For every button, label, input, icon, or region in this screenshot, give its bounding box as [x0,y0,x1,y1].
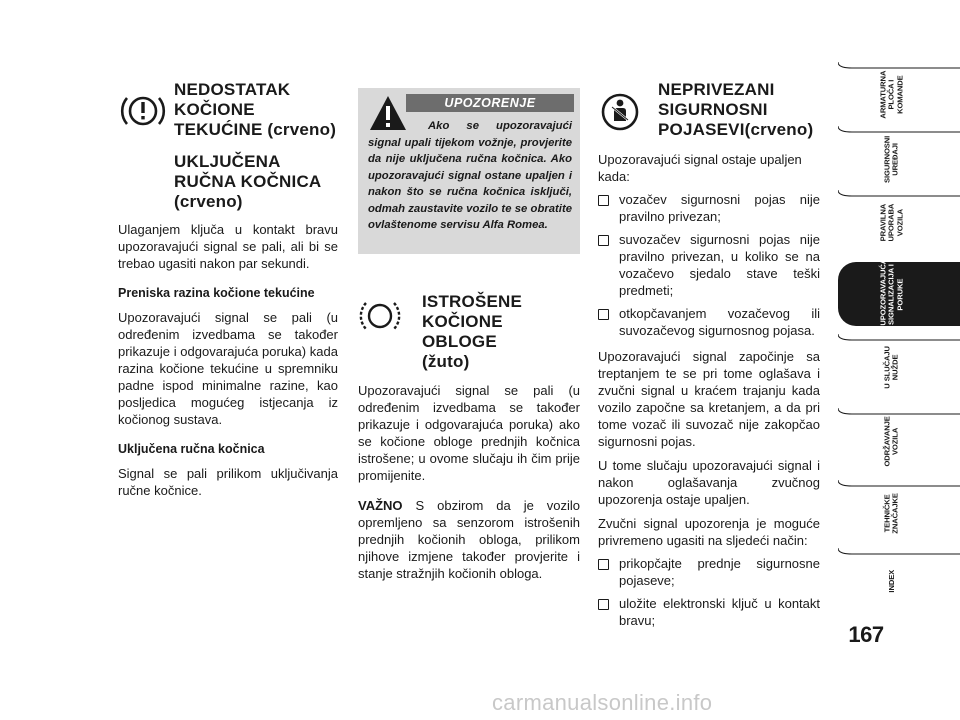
warning-box [358,88,580,254]
brake-pads-heading: ISTROŠENE KOČIONE OBLOGE (žuto) [422,292,523,371]
list-item: uložite elektronski ključ u kontakt bravu; [598,595,820,629]
low-fluid-subheading: Preniska razina kočione tekućine [118,286,315,300]
seatbelt-stays-on-text: U tome slučaju upozoravajući signal i nakon oglašavanja zvučnog upozorenja ostaje upaljen. [598,458,820,507]
seatbelt-icon [598,90,642,134]
column-seatbelts [598,80,820,629]
tab-odrzavanje-vozila[interactable]: ODRŽAVANJE VOZILA [838,408,960,472]
brake-pads-text: Upozoravajući signal se pali (u određenim izvedbama se također prikazuje i odgovarajuća poruka) ako se kočione obloge prednjih kočnica istrošene; u ovome slučaju ih čim prije promijenite. [358,383,580,483]
important-text: S obzirom da je vozilo opremljeno sa senzorom istrošenih prednjih kočionih obloga, prilikom njihove izmjene također provjerite i stanje stražnjih kočionih obloga. [358,498,580,581]
tab-armaturna-ploca[interactable]: ARMATURNA PLOČA I KOMANDE [838,62,960,126]
checkbox-bullet-icon [598,599,609,610]
watermark: carmanualsonline.info [492,690,713,715]
tab-index[interactable]: INDEX [838,548,960,612]
brake-fluid-heading-block [118,80,338,212]
low-fluid-text: Upozoravajući signal se pali (u određenim izvedbama se također prikazuje i odgovarajuća poruka) kada razina kočione tekućine u spremniku padne ispod minimalne razine, kao posljedica mogućeg istjecanja iz kočionog sustava. [118,310,338,427]
warning-title: UPOZORENJE [406,94,574,112]
seatbelt-flash-text: Upozoravajući signal započinje sa treptanjem te se pri tome oglašava i zvučni signal u kraćem trajanju kada vozilo započne sa kretanjem, a da pri tome vozač ili suvozač nije zakopčao sigurnosni pojas. [598,349,820,449]
list-item: vozačev sigurnosni pojas nije pravilno privezan; [598,191,820,225]
brake-fluid-heading: NEDOSTATAK KOČIONE TEKUĆINE (crveno) [174,80,337,139]
tab-pravilna-uporaba[interactable]: PRAVILNA UPORABA VOZILA [838,190,960,254]
chapter-tabs [838,62,960,622]
handbrake-heading: UKLJUČENA RUČNA KOČNICA (crveno) [174,152,322,211]
seatbelt-disable-list [598,555,820,629]
important-label: VAŽNO [358,498,403,513]
seatbelt-disable-text: Zvučni signal upozorenja je moguće privremeno ugasiti na sljedeći način: [598,516,820,548]
column-brake-fluid [118,80,338,499]
tab-tehnicke-znacajke[interactable]: TEHNIČKE ZNAČAJKE [838,480,960,544]
handbrake-subheading: Uključena ručna kočnica [118,442,265,456]
checkbox-bullet-icon [598,195,609,206]
brake-pad-wear-icon [358,294,402,338]
list-item: prikopčajte prednje sigurnosne pojaseve; [598,555,820,589]
brake-pads-important [358,497,580,582]
seatbelt-heading-block [598,80,820,140]
seatbelt-intro: Upozoravajući signal ostaje upaljen kada: [598,152,802,184]
list-item: otkopčavanjem vozačevog ili suvozačevog sigurnosnog pojasa. [598,305,820,339]
tab-sigurnosni-uredaji[interactable]: SIGURNOSNI UREĐAJI [838,126,960,190]
checkbox-bullet-icon [598,559,609,570]
seatbelt-heading: NEPRIVEZANI SIGURNOSNI POJASEVI(crveno) [658,80,814,139]
warning-text: Ako se upozoravajući signal upali tijekom vožnje, provjerite da nije uključena ručna kočnica. Ako upozoravajući signal ostane upaljen i nakon što se ručna kočnica isključi, odmah zaustavite vozilo te se obratite ovlaštenome servisu Alfa Romea. [368,120,572,231]
tab-u-slucaju-nuzde[interactable]: U SLUČAJU NUŽDE [838,334,960,398]
page-number: 167 [848,622,884,647]
checkbox-bullet-icon [598,309,609,320]
handbrake-text: Signal se pali prilikom uključivanja ručne kočnice. [118,466,338,498]
checkbox-bullet-icon [598,235,609,246]
brake-warning-icon [120,88,166,134]
column-brake-pads [358,292,580,582]
brake-intro-text: Ulaganjem ključa u kontakt bravu upozoravajući signal se pali, ali bi se trebao ugasiti nakon par sekundi. [118,222,338,271]
brake-pads-heading-block [358,292,580,372]
tab-upozoravajuca-signalizacija[interactable]: UPOZORAVAJUĆA SIGNALIZACIJA I PORUKE [838,262,960,326]
list-item: suvozačev sigurnosni pojas nije pravilno privezan, u koliko se na vozačevo sjedalo stave teški predmeti; [598,231,820,299]
seatbelt-conditions-list [598,191,820,339]
